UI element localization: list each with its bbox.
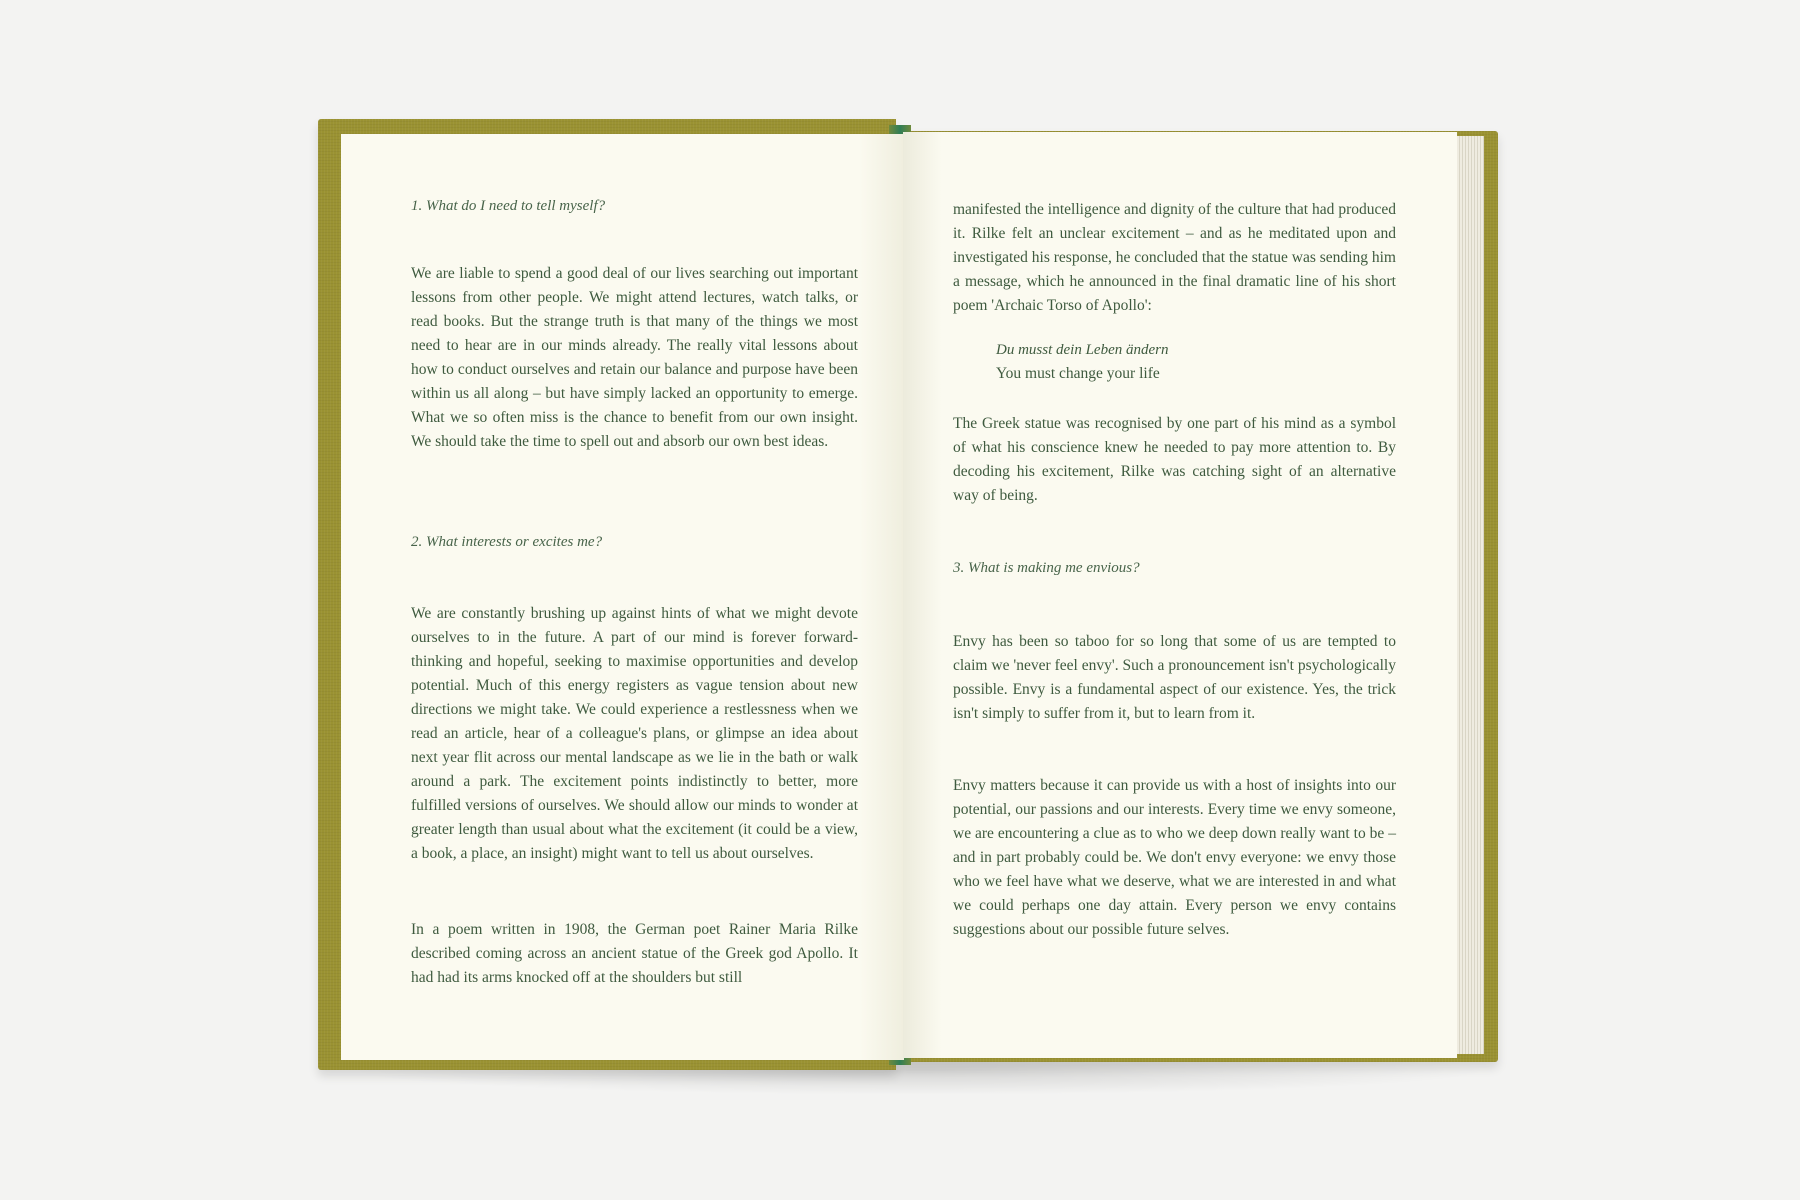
page-edges <box>1454 136 1484 1054</box>
section-2-paragraph-2: In a poem written in 1908, the German poet Rainer Maria Rilke described coming across an ancient statue of the Greek god Apollo. It had had its arms knocked off at the shoulders but still <box>411 921 858 986</box>
section-2-paragraph-1: We are constantly brushing up against hints of what we might devote ourselves to in the future. A part of our mind is forever forward-thinking and hopeful, seeking to maximise opportunities and develop potential. Much of this energy registers as vague tension about new directions we might take. We could experience a restlessness when we read an article, hear of a colleague's plans, or glimpse an idea about next year flit across our mental landscape as we lie in the bath or walk around a park. The excitement points indistinctly to better, more fulfilled versions of ourselves. We should allow our minds to wonder at greater length than usual about what the excitement (it could be a view, a book, a place, an insight) might want to tell us about ourselves. <box>411 605 858 862</box>
right-page <box>903 132 1457 1058</box>
poem-quote <box>996 338 1169 386</box>
section-3-paragraph-1: Envy has been so taboo for so long that some of us are tempted to claim we 'never feel envy'. Such a pronouncement isn't psychologically possible. Envy is a fundamental aspect of our existence. Yes, the trick isn't simply to suffer from it, but to learn from it. <box>953 633 1396 722</box>
poem-line-german: Du musst dein Leben ändern <box>996 342 1169 358</box>
section-1-heading: 1. What do I need to tell myself? <box>411 198 606 214</box>
statue-paragraph: The Greek statue was recognised by one part of his mind as a symbol of what his conscience knew he needed to pay more attention to. By decoding his excitement, Rilke was catching sight of an alternative way of being. <box>953 415 1396 504</box>
left-page <box>341 134 904 1060</box>
continuation-paragraph: manifested the intelligence and dignity of the culture that had produced it. Rilke felt an unclear excitement – and as he meditated upon and investigated his response, he concluded that the statue was sending him a message, which he announced in the final dramatic line of his short poem 'Archaic Torso of Apollo': <box>953 201 1396 314</box>
section-3-paragraph-2: Envy matters because it can provide us with a host of insights into our potential, our passions and our interests. Every time we envy someone, we are encountering a clue as to who we deep down really want to be – and in part probably could be. We don't envy everyone: we envy those who we feel have what we deserve, what we are interested in and what we could perhaps one day attain. Every person we envy contains suggestions about our possible future selves. <box>953 777 1396 938</box>
section-1-paragraph: We are liable to spend a good deal of our lives searching out important lessons from other people. We might attend lectures, watch talks, or read books. But the strange truth is that many of the things we most need to hear are in our minds already. The really vital lessons about how to conduct ourselves and retain our balance and purpose have been within us all along – but have simply lacked an opportunity to emerge. What we so often miss is the chance to benefit from our own insight. We should take the time to spell out and absorb our own best ideas. <box>411 265 858 450</box>
section-2-heading: 2. What interests or excites me? <box>411 534 603 550</box>
section-3-heading: 3. What is making me envious? <box>953 560 1140 576</box>
poem-line-english: You must change your life <box>996 365 1160 382</box>
